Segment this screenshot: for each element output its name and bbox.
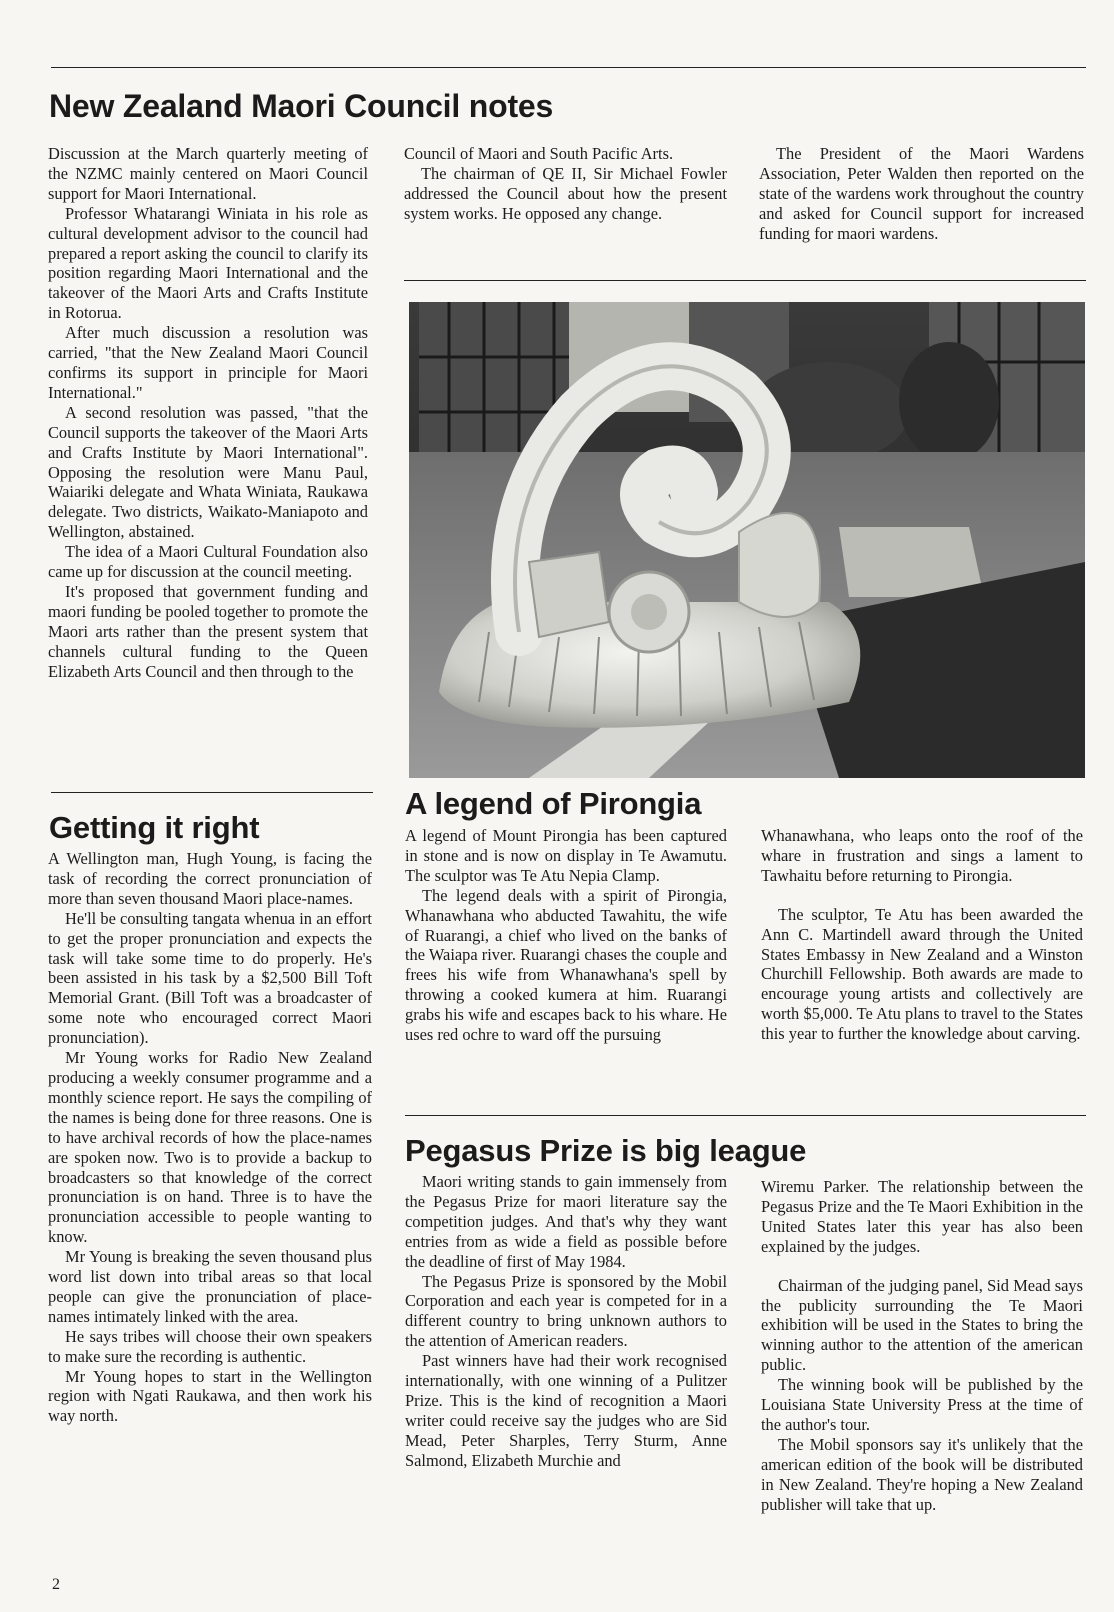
paragraph: The idea of a Maori Cultural Foundation also came up for discussion at the council meeting.	[48, 542, 368, 582]
getting-right-column	[48, 849, 372, 1426]
pegasus-column-1	[405, 1172, 727, 1471]
paragraph: He'll be consulting tangata whenua in an effort to get the proper pronunciation and expects the task will take some time to do properly. He's been assisted in his task by a $2,500 Bill Toft Memorial Grant. (Bill Toft was a broadcaster of some note who encouraged correct Maori pronunciation).	[48, 908, 372, 1048]
paragraph: The sculptor, Te Atu has been awarded the Ann C. Martindell award through the United States Embassy in New Zealand and a Winston Churchill Fellowship. Both awards are made to encourage young artists and collectively are worth $5,000. Te Atu plans to travel to the States this year to further the knowledge about carving.	[761, 904, 1083, 1044]
council-column-3	[759, 144, 1084, 244]
paragraph: Chairman of the judging panel, Sid Mead says the publicity surrounding the Te Maori exhibition will be used in the States to bring the winning author to the attention of the american public.	[761, 1275, 1083, 1375]
page-title: New Zealand Maori Council notes	[49, 88, 554, 124]
paragraph: Wiremu Parker. The relationship between the Pegasus Prize and the Te Maori Exhibition in the United States later this year has also been explained by the judges.	[761, 1177, 1083, 1256]
paragraph: The legend deals with a spirit of Pirongia, Whanawhana who abducted Tawahitu, the wife of Ruarangi, a chief who lived on the banks of the Waiapa river. Ruarangi chases the couple and frees his wife from Whanawhana's spell by throwing a cooked kumera at him. Ruarangi grabs his wife and escapes back to his whare. He uses red ochre to ward off the pursuing	[405, 885, 727, 1045]
legend-column-2	[761, 826, 1083, 1044]
section-title: Getting it right	[49, 810, 260, 845]
pegasus-column-2	[761, 1177, 1083, 1515]
paragraph: Mr Young works for Radio New Zealand producing a weekly consumer programme and a monthly science report. He says the compiling of the names is being done for three reasons. One is to have archival records of how the place-names are spoken now. Two is to provide a backup to broadcasters so that knowledge of the correct pronunciation is on hand. Three is to have the pronunciation accessible to people wanting to know.	[48, 1048, 372, 1247]
paragraph: The chairman of QE II, Sir Michael Fowler addressed the Council about how the present system works. He opposed any change.	[404, 163, 727, 223]
paragraph: He says tribes will choose their own speakers to make sure the recording is authentic.	[48, 1326, 372, 1366]
paragraph: The Pegasus Prize is sponsored by the Mobil Corporation and each year is competed for in a different country to bring unknown authors to the attention of American readers.	[405, 1271, 727, 1351]
paragraph: It's proposed that government funding and maori funding be pooled together to promote the Maori arts rather than the present system that channels cultural funding to the Queen Elizabeth Arts Council and then through to the	[48, 581, 368, 681]
paragraph: A second resolution was passed, "that the Council supports the takeover of the Maori Arts and Crafts Institute by Maori International". Opposing the resolution were Manu Paul, Waiariki delegate and Whata Winiata, Raukawa delegate. Two districts, Waikato-Maniapoto and Wellington, abstained.	[48, 402, 368, 542]
legend-column-1	[405, 826, 727, 1045]
divider-rule	[51, 792, 373, 793]
paragraph: Maori writing stands to gain immensely from the Pegasus Prize for maori literature say the competition judges. And that's why they want entries from as wide a field as possible before the deadline of first of May 1984.	[405, 1172, 727, 1271]
paragraph: Mr Young hopes to start in the Wellington region with Ngati Raukawa, and then work his way north.	[48, 1366, 372, 1426]
top-rule	[51, 67, 1086, 68]
section-title: Pegasus Prize is big league	[405, 1133, 807, 1168]
paragraph: After much discussion a resolution was carried, "that the New Zealand Maori Council confirms its support in principle for Maori International."	[48, 323, 368, 402]
paragraph: The President of the Maori Wardens Association, Peter Walden then reported on the state of the wardens work throughout the country and asked for Council support for increased funding for maori wardens.	[759, 144, 1084, 243]
council-column-1	[48, 144, 368, 681]
paragraph: Discussion at the March quarterly meeting of the NZMC mainly centered on Maori Council support for Maori International.	[48, 144, 368, 203]
divider-rule	[404, 280, 1086, 281]
paragraph: Past winners have had their work recognised internationally, with one winning of a Pulitzer Prize. This is the kind of recognition a Maori writer could receive say the judges who are Sid Mead, Peter Sharples, Terry Sturm, Anne Salmond, Elizabeth Murchie and	[405, 1351, 727, 1470]
paragraph: The Mobil sponsors say it's unlikely that the american edition of the book will be distributed in New Zealand. They're hoping a New Zealand publisher will take that up.	[761, 1434, 1083, 1514]
sculpture-image	[409, 302, 1085, 778]
paragraph: A Wellington man, Hugh Young, is facing the task of recording the correct pronunciation of more than seven thousand Maori place-names.	[48, 849, 372, 908]
page-number: 2	[52, 1576, 60, 1593]
paragraph: Professor Whatarangi Winiata in his role as cultural development advisor to the council had prepared a report asking the council to clarify its position regarding Maori International and the takeover of the Maori Arts and Crafts Institute in Rotorua.	[48, 203, 368, 323]
paragraph: Council of Maori and South Pacific Arts.	[404, 144, 674, 163]
sculpture-photo	[409, 302, 1085, 778]
divider-rule	[405, 1115, 1086, 1116]
council-column-2	[404, 144, 727, 224]
paragraph: Whanawhana, who leaps onto the roof of the whare in frustration and sings a lament to Tawhaitu before returning to Pirongia.	[761, 826, 1083, 885]
paragraph: The winning book will be published by the Louisiana State University Press at the time of the author's tour.	[761, 1375, 1083, 1434]
section-title: A legend of Pirongia	[405, 786, 702, 821]
paragraph: Mr Young is breaking the seven thousand plus word list down into tribal areas so that local people can give the pronunciation of place-names intimately linked with the area.	[48, 1247, 372, 1326]
paragraph: A legend of Mount Pirongia has been captured in stone and is now on display in Te Awamutu. The sculptor was Te Atu Nepia Clamp.	[405, 826, 727, 885]
